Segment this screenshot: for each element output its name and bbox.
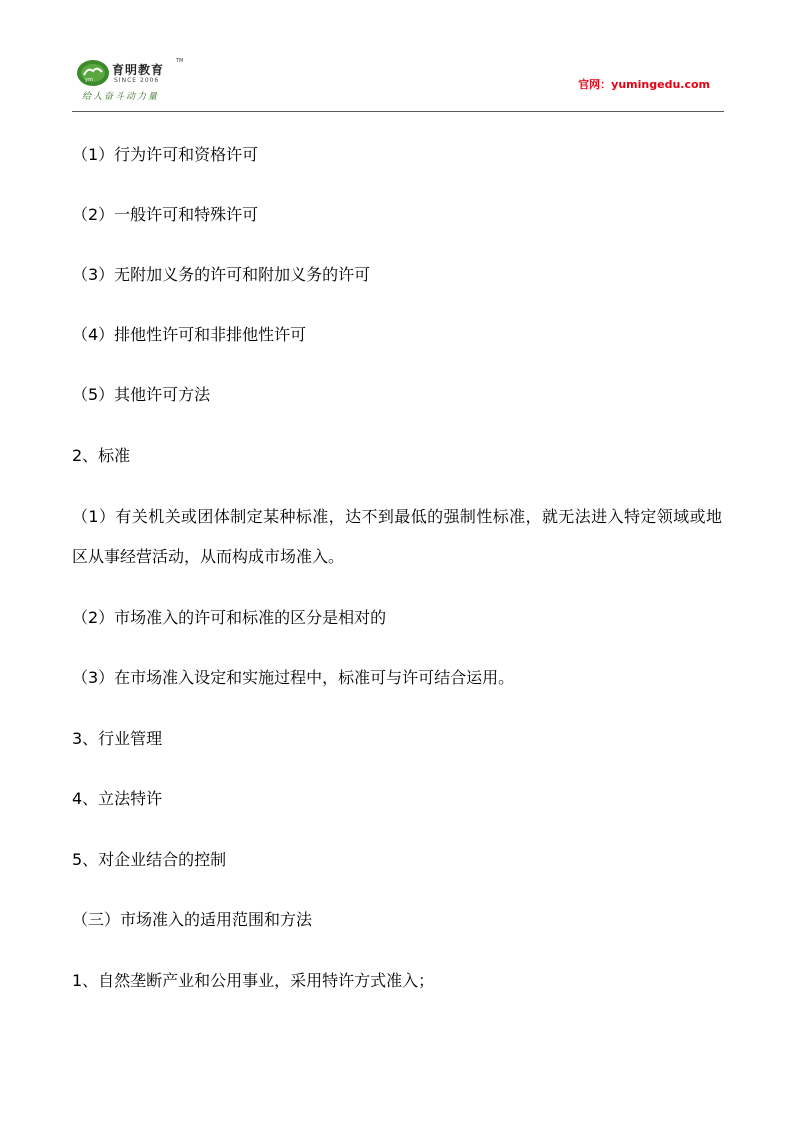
paragraph-permit-type-3: （3）无附加义务的许可和附加义务的许可 [72,265,371,284]
paragraph-permit-type-1: （1）行为许可和资格许可 [72,145,259,164]
page-header [72,54,724,112]
paragraph-standards-3: （3）在市场准入设定和实施过程中，标准可与许可结合运用。 [72,668,515,687]
official-site-link[interactable]: yumingedu.com [611,78,710,91]
header-divider [72,111,724,112]
logo-emblem-icon [76,58,110,88]
svg-text:ym: ym [85,77,93,83]
heading-merger-control: 5、对企业结合的控制 [72,850,227,869]
logo-trademark: TM [176,58,184,64]
heading-scope-and-methods: （三）市场准入的适用范围和方法 [72,910,313,929]
heading-legislative-franchise: 4、立法特许 [72,789,163,808]
paragraph-standards-1: （1）有关机关或团体制定某种标准，达不到最低的强制性标准，就无法进入特定领域或地区从事经营活动，从而构成市场准入。 [72,507,722,566]
official-site [578,76,710,92]
logo-since-text: SINCE 2006 [114,77,160,84]
logo-brand-text: 育明教育 [112,63,165,77]
yuming-logo [76,58,186,104]
paragraph-natural-monopoly: 1、自然垄断产业和公用事业，采用特许方式准入； [72,971,435,990]
heading-industry-management: 3、行业管理 [72,729,163,748]
paragraph-standards-2: （2）市场准入的许可和标准的区分是相对的 [72,608,387,627]
heading-standards: 2、标准 [72,446,131,465]
paragraph-permit-type-5: （5）其他许可方法 [72,385,211,404]
paragraph-permit-type-4: （4）排他性许可和非排他性许可 [72,325,307,344]
official-site-label: 官网： [578,78,612,91]
logo-slogan: 给人奋斗动力量 [82,92,160,102]
paragraph-permit-type-2: （2）一般许可和特殊许可 [72,205,259,224]
